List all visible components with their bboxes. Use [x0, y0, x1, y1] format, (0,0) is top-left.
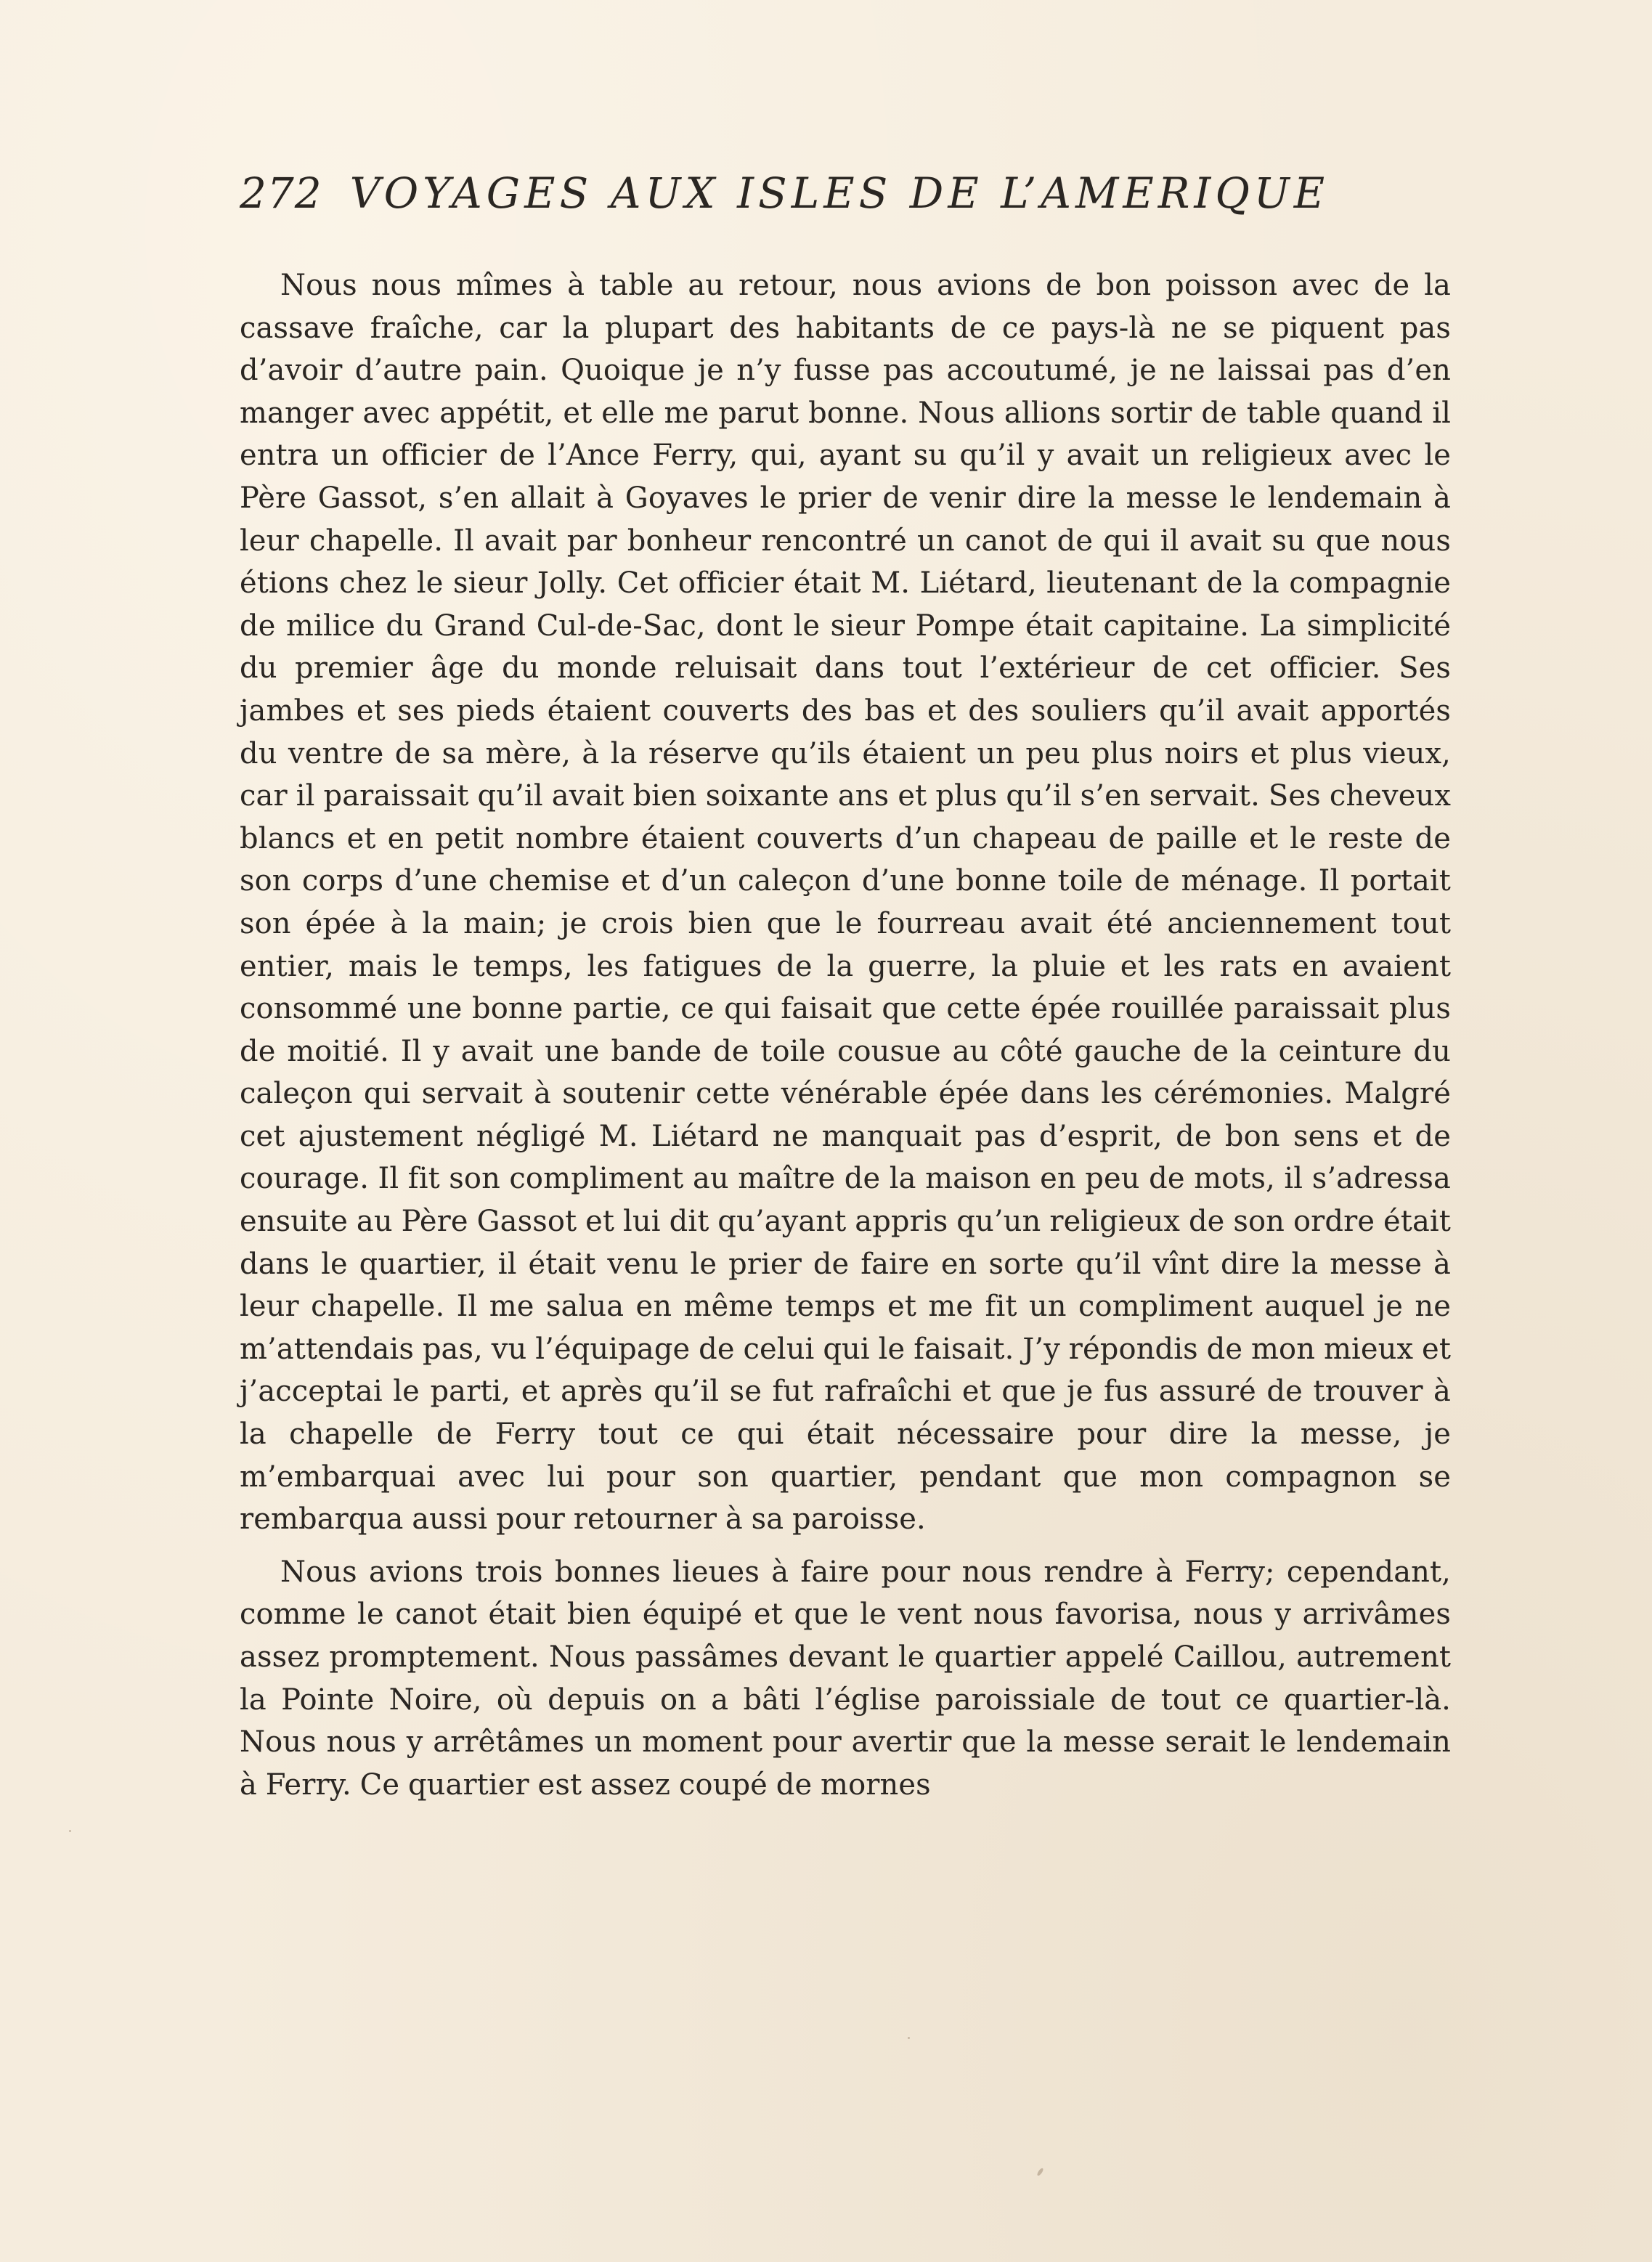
- page-number: 272: [240, 168, 322, 218]
- body-text: [240, 264, 1451, 1806]
- paper-speck: [1036, 2168, 1044, 2177]
- paragraph-1: Nous nous mîmes à table au retour, nous avions de bon poisson avec de la cassave fraîche, car la plupart des habitants de ce pays-là ne se piquent pas d’avoir d’autre pain. Quoique je n’y fusse pas accoutumé, je ne laissai pas d’en manger avec appétit, et elle me parut bonne. Nous allions sortir de table quand il entra un officier de l’Ance Ferry, qui, ayant su qu’il y avait un religieux avec le Père Gassot, s’en allait à Goyaves le prier de venir dire la messe le lendemain à leur chapelle. Il avait par bonheur rencontré un canot de qui il avait su que nous étions chez le sieur Jolly. Cet officier était M. Liétard, lieutenant de la compagnie de milice du Grand Cul-de-Sac, dont le sieur Pompe était capitaine. La simplicité du premier âge du monde reluisait dans tout l’extérieur de cet officier. Ses jambes et ses pieds étaient couverts des bas et des souliers qu’il avait apportés du ventre de sa mère, à la réserve qu’ils étaient un peu plus noirs et plus vieux, car il paraissait qu’il avait bien soixante ans et plus qu’il s’en servait. Ses cheveux blancs et en petit nombre étaient couverts d’un chapeau de paille et le reste de son corps d’une chemise et d’un caleçon d’une bonne toile de ménage. Il portait son épée à la main; je crois bien que le fourreau avait été anciennement tout entier, mais le temps, les fatigues de la guerre, la pluie et les rats en avaient consommé une bonne partie, ce qui faisait que cette épée rouillée paraissait plus de moitié. Il y avait une bande de toile cousue au côté gauche de la ceinture du caleçon qui servait à soutenir cette vénérable épée dans les cérémonies. Malgré cet ajustement négligé M. Liétard ne manquait pas d’esprit, de bon sens et de courage. Il fit son compliment au maître de la maison en peu de mots, il s’adressa ensuite au Père Gassot et lui dit qu’ayant appris qu’un religieux de son ordre était dans le quartier, il était venu le prier de faire en sorte qu’il vînt dire la messe à leur chapelle. Il me salua en même temps et me fit un compliment auquel je ne m’attendais pas, vu l’équipage de celui qui le faisait. J’y répondis de mon mieux et j’acceptai le parti, et après qu’il se fut rafraîchi et que je fus assuré de trouver à la chapelle de Ferry tout ce qui était nécessaire pour dire la messe, je m’embarquai avec lui pour son quartier, pendant que mon compagnon se rembarqua aussi pour retourner à sa paroisse.: [240, 269, 1451, 1537]
- running-title: VOYAGES AUX ISLES DE L’AMERIQUE: [349, 168, 1330, 218]
- paper-speck: [69, 1830, 71, 1832]
- running-head: [240, 168, 1460, 234]
- paragraph-2: Nous avions trois bonnes lieues à faire pour nous rendre à Ferry; cependant, comme le canot était bien équipé et que le vent nous favorisa, nous y arrivâmes assez promptement. Nous passâmes devant le quartier appelé Caillou, autrement la Pointe Noire, où depuis on a bâti l’église paroissiale de tout ce quartier-là. Nous nous y arrêtâmes un moment pour avertir que la messe serait le lendemain à Ferry. Ce quartier est assez coupé de mornes: [240, 1555, 1451, 1802]
- paper-speck: [908, 2037, 910, 2039]
